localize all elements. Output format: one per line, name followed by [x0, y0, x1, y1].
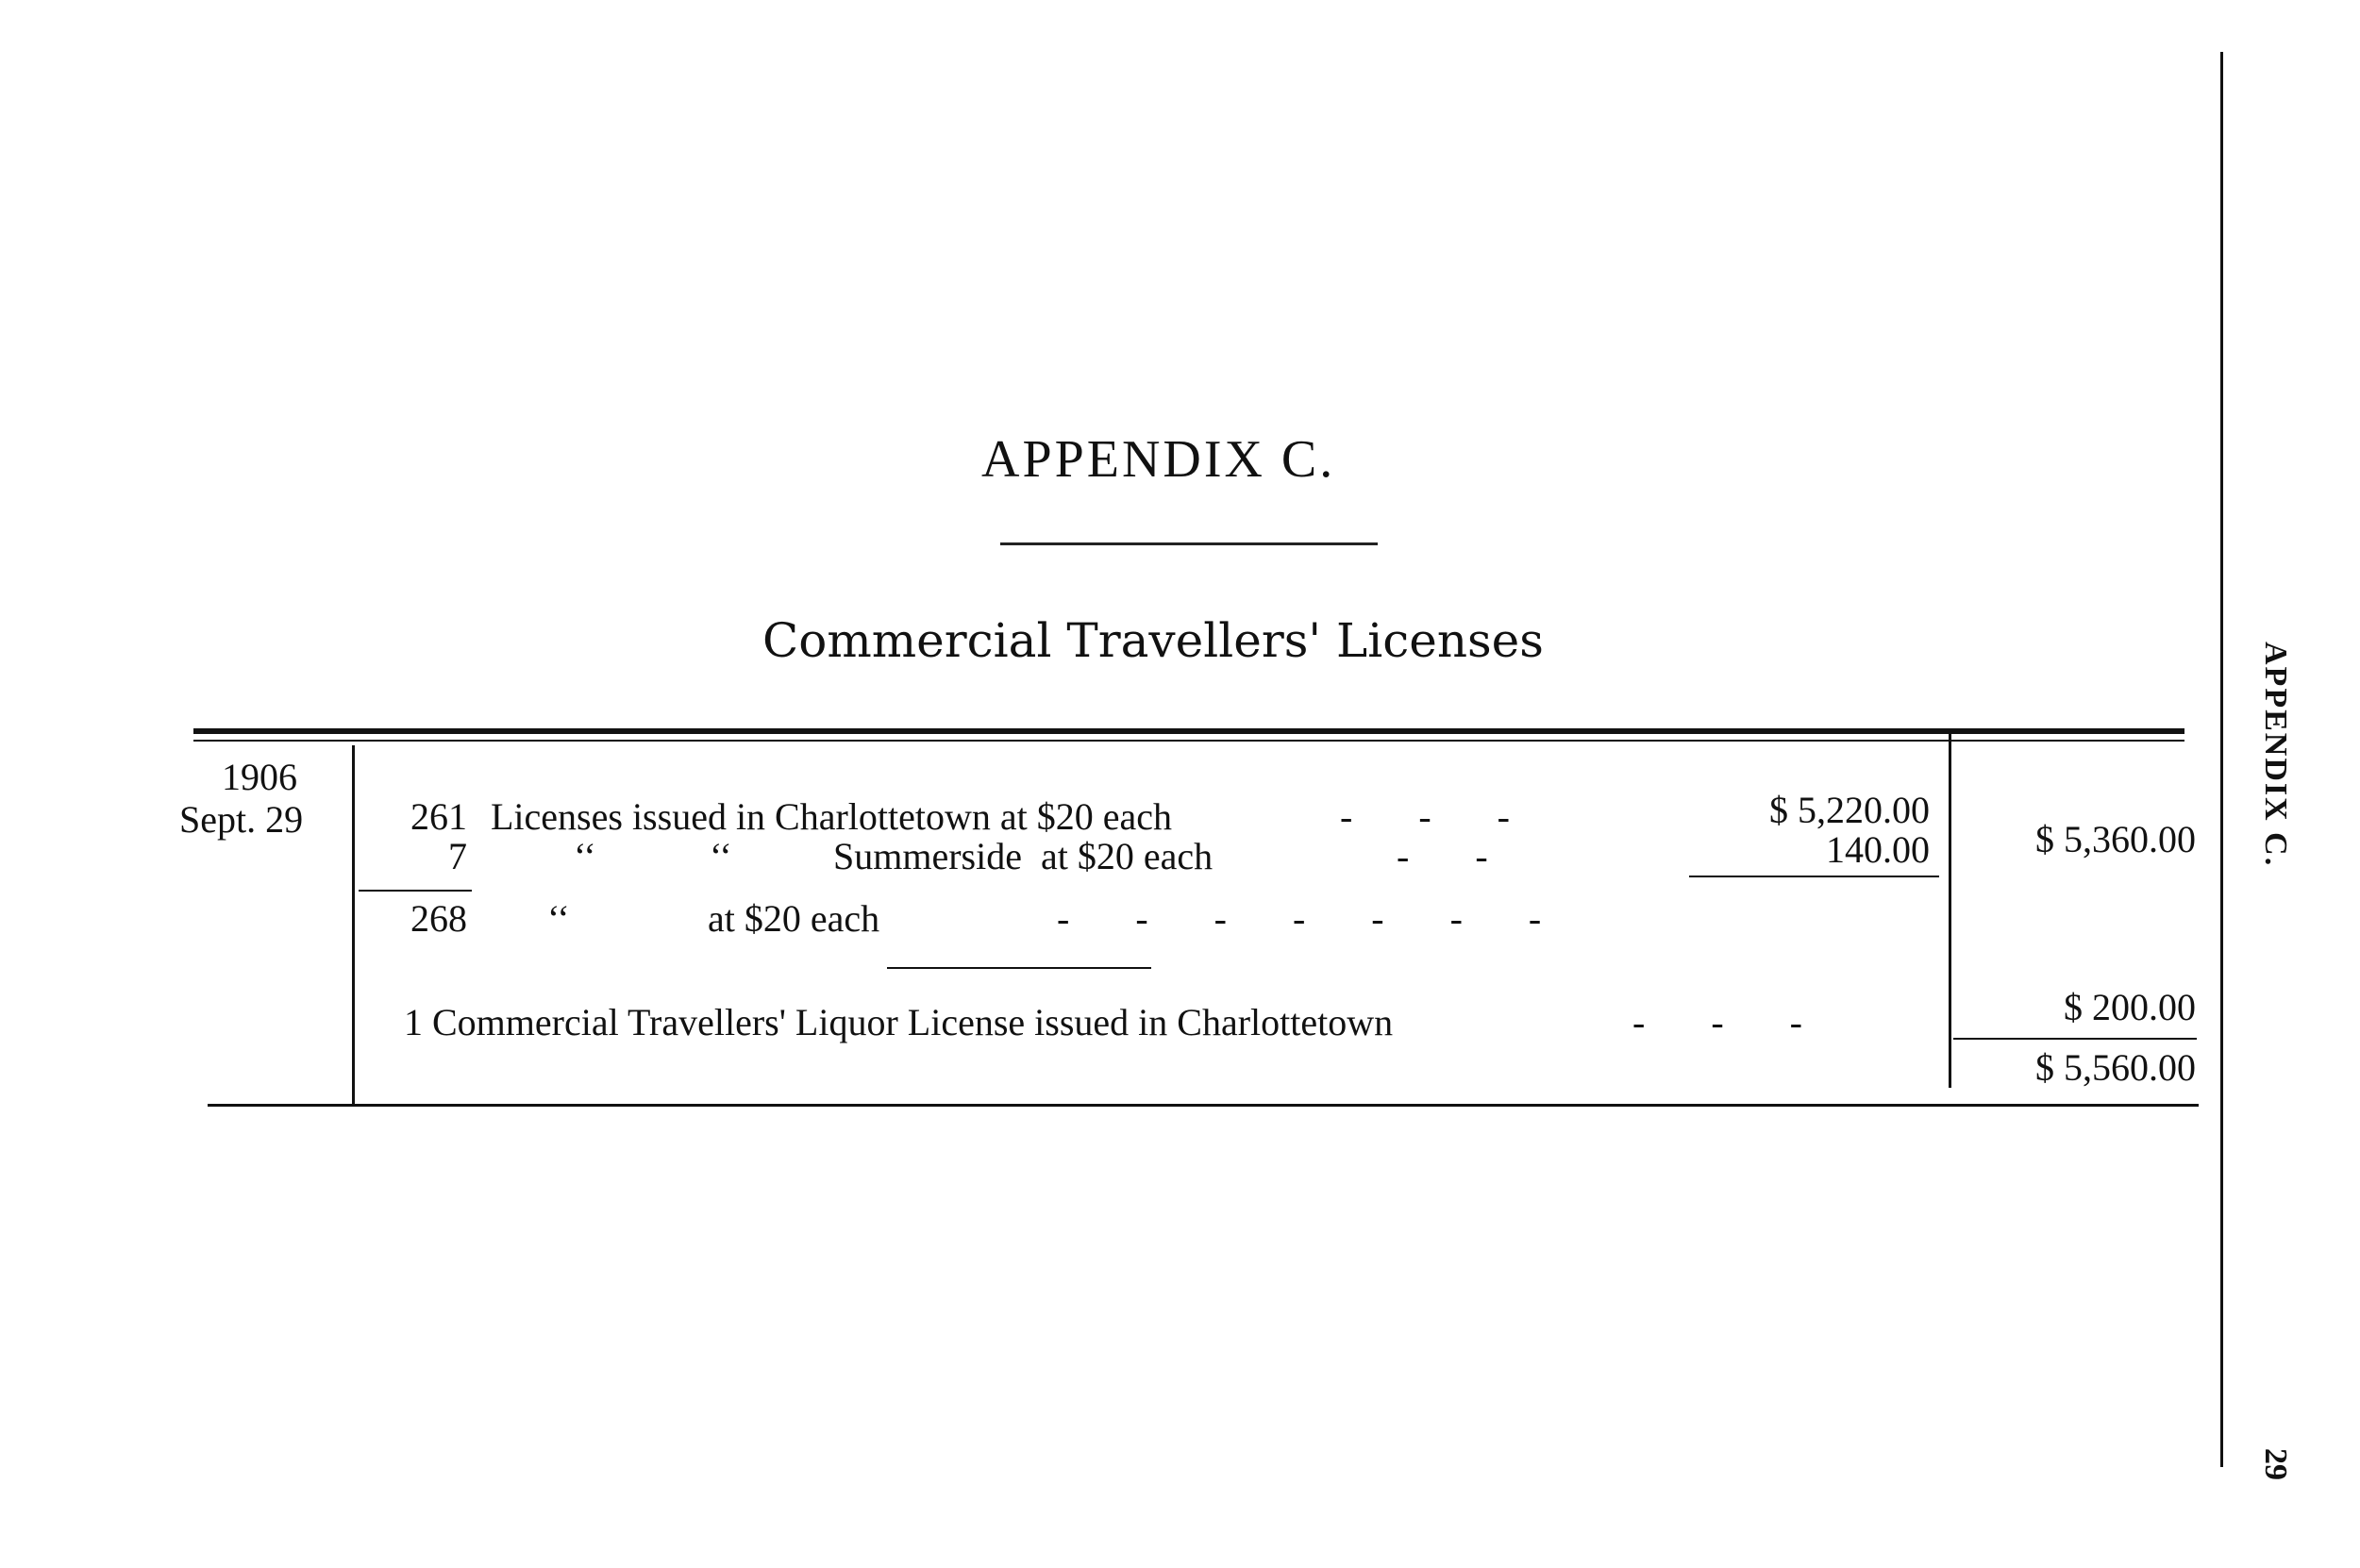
table-top-rule-thick [193, 728, 2184, 734]
row1-count: 261 [410, 795, 467, 838]
section-title: Commercial Travellers' Licenses [762, 613, 1544, 668]
date-day: Sept. 29 [179, 798, 304, 841]
row1-description: Licenses issued in Charlottetown at $20 each [491, 795, 1173, 838]
table-bottom-rule [208, 1104, 2199, 1107]
date-year: 1906 [222, 756, 297, 798]
margin-rule [2220, 52, 2223, 1467]
amount-sum-rule [1689, 876, 1939, 877]
row2-description: Summerside at $20 each [833, 835, 1213, 877]
row3-description: at $20 each [708, 897, 880, 940]
row1-amount: $ 5,220.00 [1769, 789, 1930, 831]
total-sum-rule [1953, 1038, 2197, 1040]
subtotal-amount: $ 5,360.00 [2035, 818, 2196, 860]
row4-leaders: - - - [1632, 1001, 1802, 1043]
appendix-title: APPENDIX C. [981, 430, 1336, 489]
row1-leaders: - - - [1340, 795, 1510, 838]
count-sum-rule [359, 890, 472, 892]
row3-leaders: - - - - - - - [1057, 897, 1542, 940]
grand-total: $ 5,560.00 [2035, 1046, 2196, 1089]
row2-count: 7 [448, 835, 467, 877]
row3-count: 268 [410, 897, 467, 940]
mid-separator-rule [887, 967, 1151, 969]
page-number: 29 [2258, 1448, 2293, 1480]
row2-leaders: - - [1397, 835, 1488, 877]
date-column-divider [352, 745, 355, 1104]
title-underline [1000, 542, 1378, 545]
row2-ditto-1: ‘‘ [574, 835, 596, 877]
table-top-rule-thin [193, 740, 2184, 742]
row4-description: 1 Commercial Travellers' Liquor License issued in Charlottetown [404, 1001, 1394, 1043]
liquor-license-amount: $ 200.00 [2064, 986, 2196, 1028]
row2-ditto-2: ‘‘ [710, 835, 732, 877]
running-head: APPENDIX C. [2258, 642, 2293, 868]
row2-amount: 140.00 [1826, 828, 1930, 871]
total-column-divider [1949, 734, 1951, 1088]
row3-ditto: ‘‘ [547, 897, 570, 940]
